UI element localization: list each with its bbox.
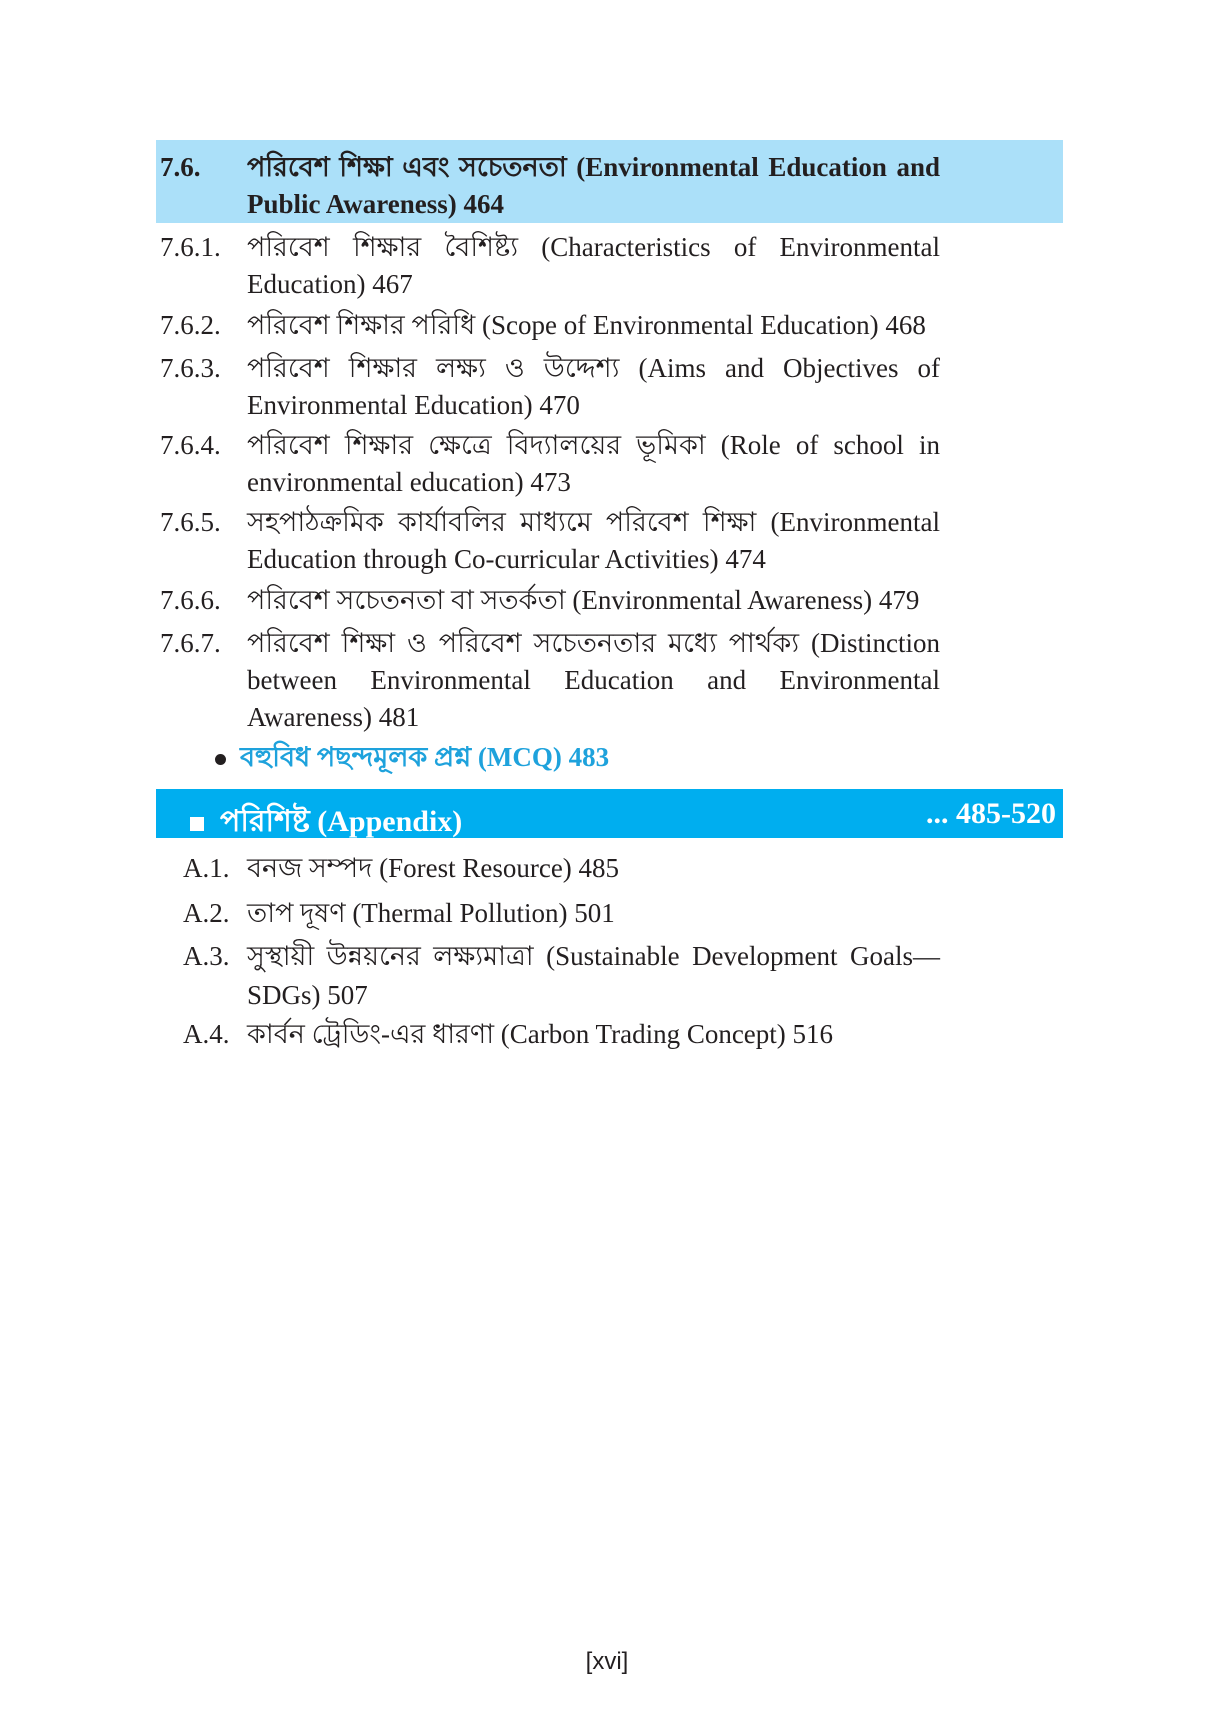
toc-entry[interactable] bbox=[160, 504, 940, 578]
entry-text: কার্বন ট্রেডিং-এর ধারণা (Carbon Trading Concept) 516 bbox=[247, 1019, 834, 1049]
entry-number: A.2. bbox=[183, 898, 230, 928]
entry-text: পরিবেশ শিক্ষার লক্ষ্য ও উদ্দেশ্য (Aims and Objectives of Environmental Education) 470 bbox=[247, 353, 940, 420]
square-bullet-icon bbox=[190, 817, 204, 831]
entry-text: পরিবেশ শিক্ষার বৈশিষ্ট্য (Characteristics of Environmental Education) 467 bbox=[247, 232, 940, 299]
mcq-label: বহুবিধ পছন্দমূলক প্রশ্ন (MCQ) 483 bbox=[240, 742, 610, 772]
appendix-entry[interactable] bbox=[183, 937, 940, 1015]
bullet-icon bbox=[215, 754, 226, 765]
toc-entry[interactable] bbox=[160, 582, 940, 619]
toc-entry[interactable] bbox=[160, 307, 940, 344]
toc-entry[interactable] bbox=[160, 427, 940, 501]
entry-text: পরিবেশ শিক্ষার পরিধি (Scope of Environmental Education) 468 bbox=[247, 310, 926, 340]
entry-text: পরিবেশ সচেতনতা বা সতর্কতা (Environmental Awareness) 479 bbox=[247, 585, 920, 615]
page-number: [xvi] bbox=[585, 1648, 629, 1675]
entry-text: সহপাঠক্রমিক কার্যাবলির মাধ্যমে পরিবেশ শিক্ষা (Environmental Education through Co-curricular Activities) 474 bbox=[247, 507, 940, 574]
entry-number: A.3. bbox=[183, 941, 230, 971]
entry-number: 7.6.5. bbox=[160, 507, 221, 537]
section-number: 7.6. bbox=[160, 152, 201, 182]
appendix-heading[interactable] bbox=[190, 797, 462, 848]
entry-text: পরিবেশ শিক্ষা ও পরিবেশ সচেতনতার মধ্যে পার্থক্য (Distinction between Environmental Education and Environmental Awareness) 481 bbox=[247, 628, 940, 732]
entry-number: 7.6.4. bbox=[160, 430, 221, 460]
toc-entry[interactable] bbox=[160, 625, 940, 736]
entry-text: তাপ দূষণ (Thermal Pollution) 501 bbox=[247, 898, 615, 928]
toc-entry[interactable] bbox=[160, 229, 940, 303]
mcq-entry[interactable] bbox=[215, 737, 609, 782]
entry-text: সুস্থায়ী উন্নয়নের লক্ষ্যমাত্রা (Sustainable Development Goals—SDGs) 507 bbox=[247, 941, 940, 1010]
section-heading[interactable] bbox=[160, 149, 940, 223]
entry-number: 7.6.7. bbox=[160, 628, 221, 658]
appendix-title: পরিশিষ্ট (Appendix) bbox=[220, 805, 463, 838]
entry-text: পরিবেশ শিক্ষার ক্ষেত্রে বিদ্যালয়ের ভূমিকা (Role of school in environmental education) 473 bbox=[247, 430, 940, 497]
appendix-entry[interactable] bbox=[183, 894, 940, 933]
entry-number: 7.6.2. bbox=[160, 310, 221, 340]
entry-number: 7.6.6. bbox=[160, 585, 221, 615]
entry-text: বনজ সম্পদ (Forest Resource) 485 bbox=[247, 853, 620, 883]
entry-number: A.4. bbox=[183, 1019, 230, 1049]
entry-number: 7.6.3. bbox=[160, 353, 221, 383]
appendix-entry[interactable] bbox=[183, 1015, 940, 1054]
toc-entry[interactable] bbox=[160, 350, 940, 424]
appendix-pages: ... 485-520 bbox=[926, 797, 1056, 830]
appendix-entry[interactable] bbox=[183, 849, 940, 888]
entry-number: A.1. bbox=[183, 853, 230, 883]
entry-number: 7.6.1. bbox=[160, 232, 221, 262]
section-title: পরিবেশ শিক্ষা এবং সচেতনতা (Environmental Education and Public Awareness) 464 bbox=[247, 152, 940, 219]
